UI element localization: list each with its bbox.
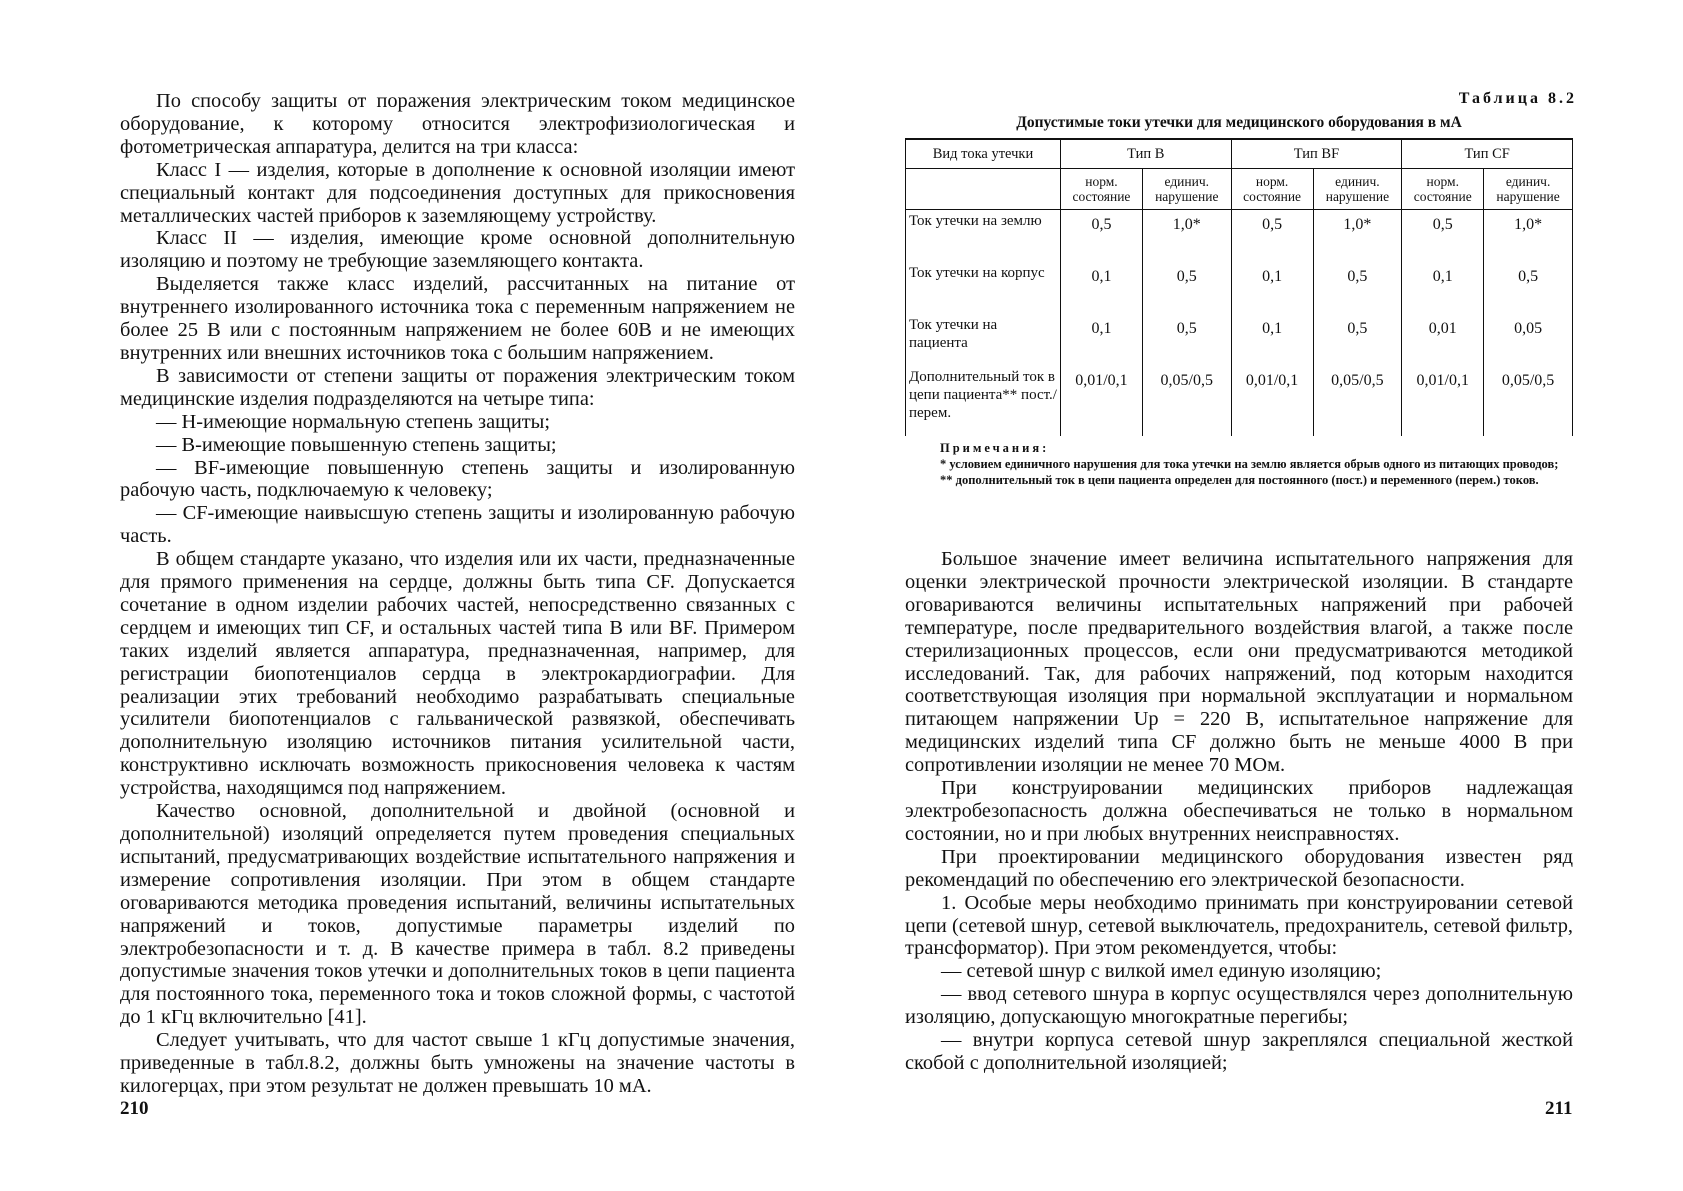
paragraph: Большое значение имеет величина испытательного напряжения для оценки электрической прочности электрической изоляции. В стандарте оговариваются величины испытательных напряжений при рабочей температуре, после предварительного воздействия влагой, а также после стерилизационных процессов, если они предусматриваются методикой исследований. Так, для рабочих напряжений, под которым находится соответствующая изоляция при нормальной эксплуатации и нормальном питающем напряжении Uр = 220 В, испытательное напряжение для медицинских изделий типа CF должно быть не меньше 4000 В при сопротивлении изоляции не менее 70 МОм. — [905, 548, 1573, 777]
paragraph: При проектировании медицинского оборудования известен ряд рекомендаций по обеспечению его электрической безопасности. — [905, 845, 1573, 891]
table-label: Таблица 8.2 — [1458, 90, 1577, 107]
table-cell: 0,1 — [1061, 262, 1143, 314]
paragraph: Класс II — изделия, имеющие кроме основной дополнительную изоляцию и поэтому не требующие заземляющего контакта. — [120, 227, 795, 273]
row-label: Ток утечки на пациента — [906, 314, 1061, 366]
table-row — [906, 314, 1573, 366]
row-label: Ток утечки на корпус — [906, 262, 1061, 314]
table-subheader: единич. нарушение — [1313, 169, 1402, 210]
list-item: — сетевой шнур с вилкой имел единую изоляцию; — [941, 960, 1382, 983]
list-item: — ввод сетевого шнура в корпус осуществлялся через дополнительную изоляцию, допускающую многократные перегибы; — [905, 983, 1573, 1029]
table-cell: 0,5 — [1231, 210, 1313, 263]
table-subheader: единич. нарушение — [1142, 169, 1231, 210]
list-item: — CF-имеющие наивысшую степень защиты и изолированную рабочую часть. — [120, 502, 795, 548]
note: * условием единичного нарушения для тока утечки на землю является обрыв одного из питающих проводов; — [940, 457, 1559, 471]
table-title: Допустимые токи утечки для медицинского оборудования в мА — [1016, 114, 1462, 131]
paragraph: В зависимости от степени защиты от поражения электрическим током медицинские изделия подразделяются на четыре типа: — [120, 364, 795, 410]
table-cell: 0,01/0,1 — [1402, 366, 1484, 436]
table-notes — [905, 440, 1573, 488]
table-cell: 0,1 — [1402, 262, 1484, 314]
leakage-current-table — [905, 138, 1573, 436]
paragraph: По способу защиты от поражения электрическим током медицинское оборудование, к которому относится электрофизиологическая и фотометрическая аппаратура, делится на три класса: — [120, 90, 795, 158]
list-item: — Н-имеющие нормальную степень защиты; — [156, 410, 551, 433]
list-item: — внутри корпуса сетевой шнур закреплялся специальной жесткой скобой с дополнительной изоляцией; — [905, 1029, 1573, 1074]
paragraph: Выделяется также класс изделий, рассчитанных на питание от внутреннего изолированного источника тока с переменным напряжением не более 25 В или с постоянным напряжением не более 60В и не имеющих внутренних или внешних источников тока с большим напряжением. — [120, 273, 795, 364]
table-group-header: Тип CF — [1402, 139, 1573, 169]
list-item: — BF-имеющие повышенную степень защиты и изолированную рабочую часть, подключаемую к человеку; — [120, 456, 795, 502]
page-number: 210 — [120, 1098, 149, 1119]
left-text-column — [120, 90, 795, 1098]
table-cell: 1,0* — [1142, 210, 1231, 263]
paragraph: В общем стандарте указано, что изделия или их части, предназначенные для прямого применения на сердце, должны быть типа CF. Допускается сочетание в одном изделии рабочих частей, непосредственно связанных с сердцем и имеющих тип CF, и остальных частей типа В или BF. Примером таких изделий является аппаратура, предназначенная, например, для регистрации биопотенциалов сердца в электрокардиографии. Для реализации этих требований необходимо разрабатывать специальные усилители биопотенциалов с гальванической развязкой, обеспечивать дополнительную изоляцию источников питания усилительной части, конструктивно исключать возможность прикосновения человека к частям устройства, находящимся под напряжением. — [120, 548, 795, 800]
left-page — [0, 0, 840, 1191]
table-cell: 0,01/0,1 — [1061, 366, 1143, 436]
table-cell: 0,05 — [1484, 314, 1573, 366]
page-number: 211 — [1545, 1098, 1573, 1119]
table-empty-header — [906, 169, 1061, 210]
table-subheader: норм. состояние — [1231, 169, 1313, 210]
note: ** дополнительный ток в цепи пациента определен для постоянного (пост.) и переменного (перем.) токов. — [940, 473, 1539, 487]
table-row — [906, 366, 1573, 436]
table-cell: 0,01 — [1402, 314, 1484, 366]
paragraph: При конструировании медицинских приборов надлежащая электробезопасность должна обеспечиваться не только в нормальном состоянии, но и при любых внутренних неисправностях. — [905, 777, 1573, 845]
table-cell: 0,5 — [1061, 210, 1143, 263]
paragraph: Следует учитывать, что для частот свыше 1 кГц допустимые значения, приведенные в табл.8.2, должны быть умножены на значение частоты в килогерцах, при этом результат не должен превышать 10 мА. — [120, 1029, 795, 1097]
table-cell: 0,1 — [1061, 314, 1143, 366]
paragraph: 1. Особые меры необходимо принимать при конструировании сетевой цепи (сетевой шнур, сетевой выключатель, предохранитель, сетевой фильтр, трансформатор). При этом рекомендуется, чтобы: — [905, 891, 1573, 960]
table-subheader: единич. нарушение — [1484, 169, 1573, 210]
table-cell: 1,0* — [1484, 210, 1573, 263]
table-corner-header: Вид тока утечки — [906, 139, 1061, 169]
table-cell: 0,5 — [1142, 314, 1231, 366]
row-label: Дополнительный ток в цепи пациента** пост./перем. — [906, 366, 1061, 436]
table-cell: 0,01/0,1 — [1231, 366, 1313, 436]
paragraph: Качество основной, дополнительной и двойной (основной и дополнительной) изоляций определяется путем проведения специальных испытаний, предусматривающих воздействие испытательного напряжения и измерение сопротивления изоляции. При этом в общем стандарте оговариваются методика проведения испытаний, величины испытательных напряжений и токов, допустимые параметры изделий по электробезопасности и т. д. В качестве примера в табл. 8.2 приведены допустимые значения токов утечки и дополнительных токов в цепи пациента для постоянного тока, переменного тока и токов сложной формы, с частотой до 1 кГц включительно [41]. — [120, 800, 795, 1029]
table-group-header: Тип В — [1061, 139, 1232, 169]
paragraph: Класс I — изделия, которые в дополнение к основной изоляции имеют специальный контакт для подсоединения доступных для прикосновения металлических частей приборов к заземляющему устройству. — [120, 158, 795, 227]
notes-heading: Примечания: — [940, 441, 1050, 455]
table-cell: 0,5 — [1313, 314, 1402, 366]
table-group-header: Тип BF — [1231, 139, 1402, 169]
table-cell: 0,05/0,5 — [1142, 366, 1231, 436]
row-label: Ток утечки на землю — [906, 210, 1061, 263]
table-cell: 0,5 — [1142, 262, 1231, 314]
table-cell: 0,5 — [1402, 210, 1484, 263]
table-cell: 0,05/0,5 — [1313, 366, 1402, 436]
list-item: — В-имеющие повышенную степень защиты; — [156, 433, 557, 456]
table-cell: 1,0* — [1313, 210, 1402, 263]
table-cell: 0,1 — [1231, 262, 1313, 314]
table-cell: 0,5 — [1313, 262, 1402, 314]
table-cell: 0,5 — [1484, 262, 1573, 314]
table-row — [906, 210, 1573, 263]
table-row — [906, 262, 1573, 314]
table-subheader: норм. состояние — [1402, 169, 1484, 210]
table-subheader: норм. состояние — [1061, 169, 1143, 210]
table-cell: 0,1 — [1231, 314, 1313, 366]
table-cell: 0,05/0,5 — [1484, 366, 1573, 436]
